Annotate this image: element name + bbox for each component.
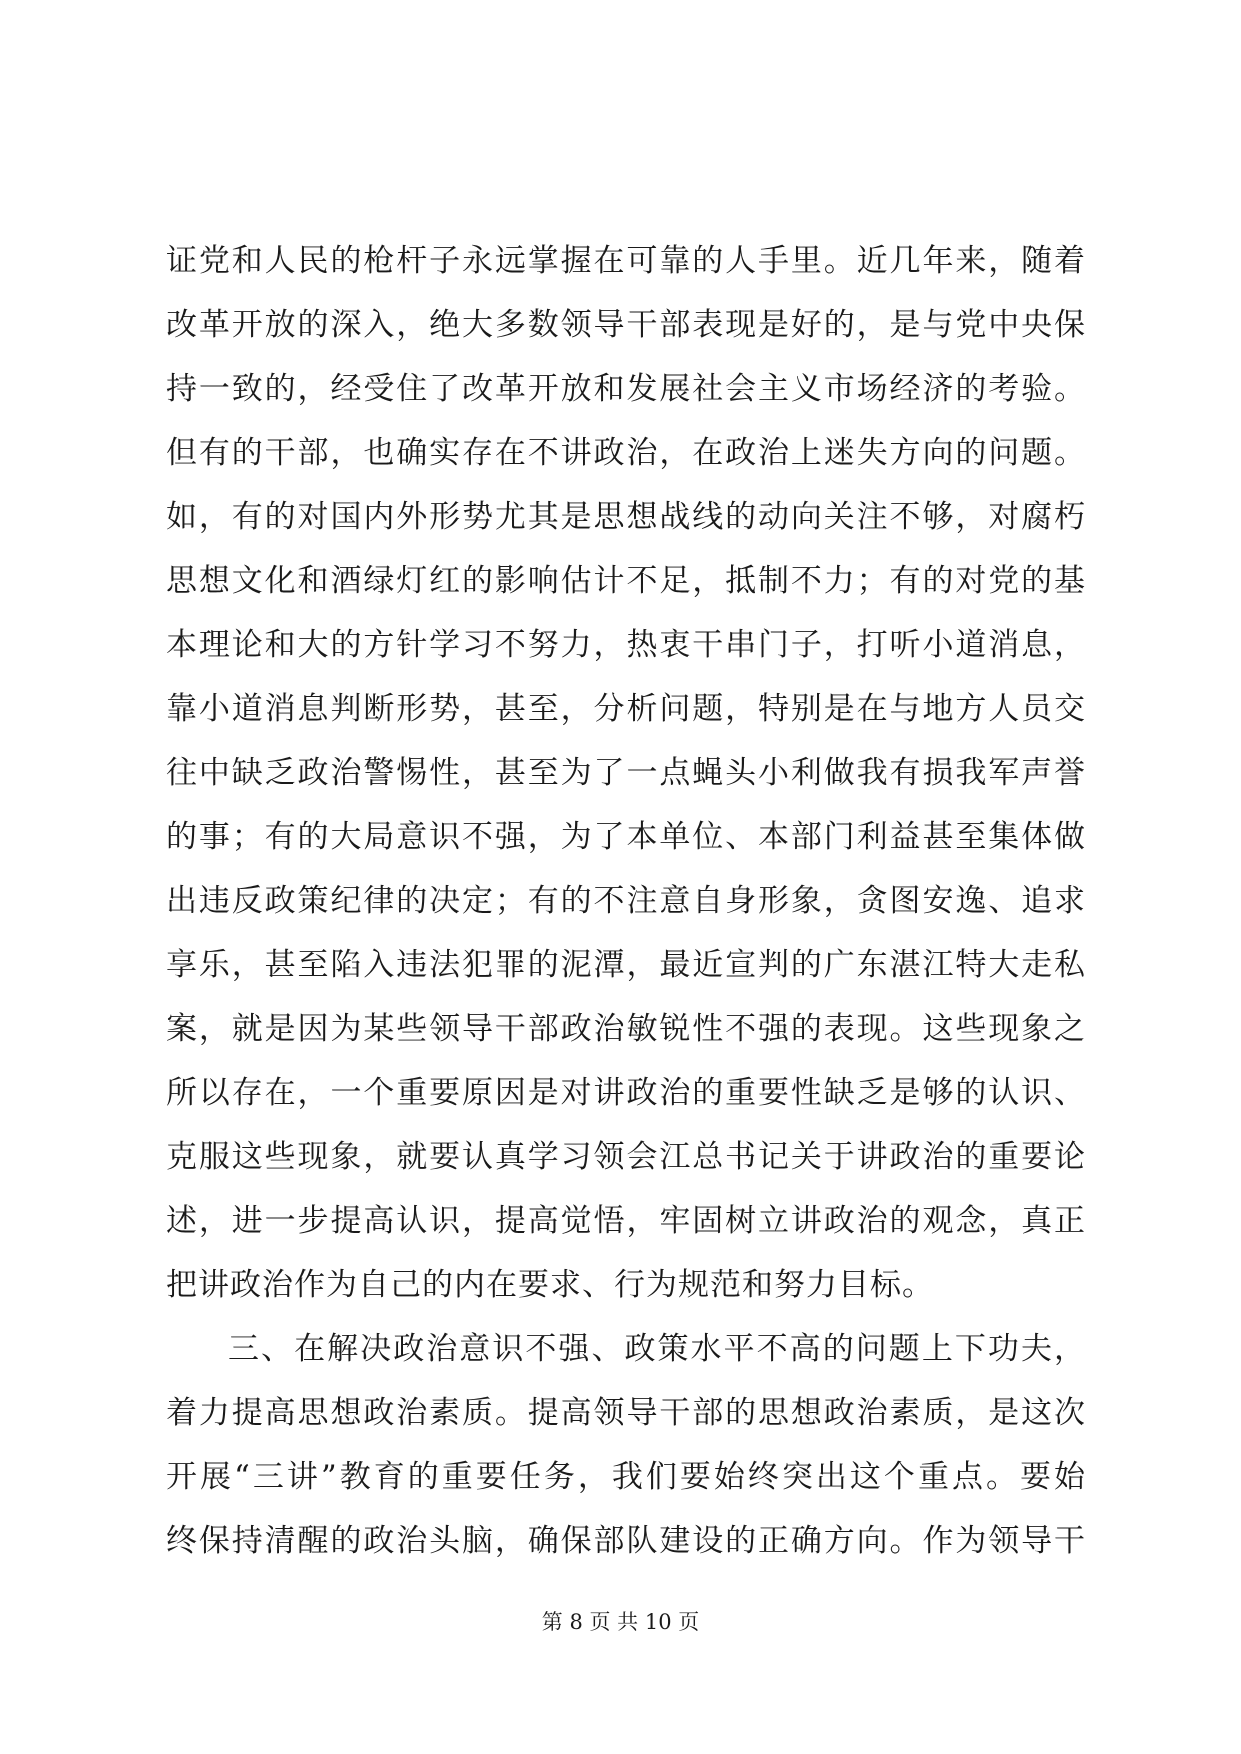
- text-line: 但有的干部，也确实存在不讲政治，在政治上迷失方向的问题。: [166, 435, 1086, 471]
- text-line: 案，就是因为某些领导干部政治敏锐性不强的表现。这些现象之: [166, 1011, 1086, 1047]
- text-line: 把讲政治作为自己的内在要求、行为规范和努力目标。: [166, 1267, 934, 1303]
- text-line: 着力提高思想政治素质。提高领导干部的思想政治素质，是这次: [166, 1395, 1086, 1431]
- text-line: 思想文化和酒绿灯红的影响估计不足，抵制不力；有的对党的基: [166, 563, 1086, 599]
- text-line: 改革开放的深入，绝大多数领导干部表现是好的，是与党中央保: [166, 307, 1086, 343]
- text-line: 享乐，甚至陷入违法犯罪的泥潭，最近宣判的广东湛江特大走私: [166, 947, 1086, 983]
- text-line: 如，有的对国内外形势尤其是思想战线的动向关注不够，对腐朽: [166, 499, 1086, 535]
- text-line: 出违反政策纪律的决定；有的不注意自身形象，贪图安逸、追求: [166, 883, 1086, 919]
- paragraph-1: [166, 229, 1086, 1317]
- text-line: 所以存在，一个重要原因是对讲政治的重要性缺乏是够的认识、: [166, 1075, 1086, 1111]
- text-line: 述，进一步提高认识，提高觉悟，牢固树立讲政治的观念，真正: [166, 1203, 1086, 1239]
- text-line: 持一致的，经受住了改革开放和发展社会主义市场经济的考验。: [166, 371, 1086, 407]
- text-line: 靠小道消息判断形势，甚至，分析问题，特别是在与地方人员交: [166, 691, 1086, 727]
- paragraph-2: [166, 1317, 1086, 1573]
- text-line: 的事；有的大局意识不强，为了本单位、本部门利益甚至集体做: [166, 819, 1086, 855]
- text-line: 本理论和大的方针学习不努力，热衷干串门子，打听小道消息，: [166, 627, 1086, 663]
- text-line: 往中缺乏政治警惕性，甚至为了一点蝇头小利做我有损我军声誉: [166, 755, 1086, 791]
- text-line: 克服这些现象，就要认真学习领会江总书记关于讲政治的重要论: [166, 1139, 1086, 1175]
- text-line: 终保持清醒的政治头脑，确保部队建设的正确方向。作为领导干: [166, 1523, 1086, 1559]
- page-number-footer: 第 8 页 共 10 页: [541, 1610, 700, 1634]
- text-line: 证党和人民的枪杆子永远掌握在可靠的人手里。近几年来，随着: [166, 243, 1086, 279]
- document-body: [166, 229, 1086, 1573]
- section-heading-line: 三、在解决政治意识不强、政策水平不高的问题上下功夫，: [228, 1331, 1086, 1367]
- text-line: 开展“三讲”教育的重要任务，我们要始终突出这个重点。要始: [166, 1459, 1086, 1495]
